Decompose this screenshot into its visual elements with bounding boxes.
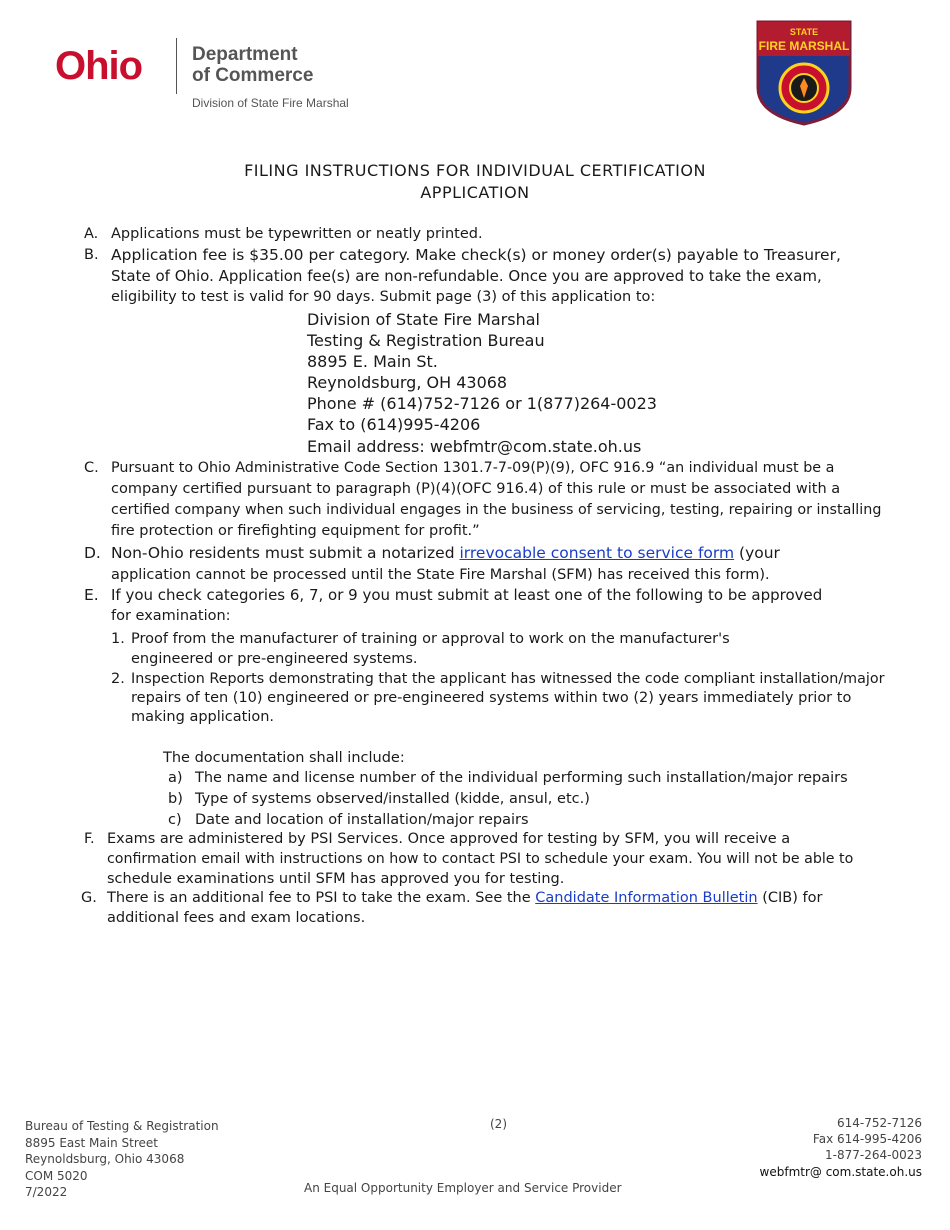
documentation-b-text: Type of systems observed/installed (kidde, ansul, etc.) xyxy=(195,791,590,807)
item-a-text: Applications must be typewritten or neatly printed. xyxy=(111,226,483,242)
item-c-line-2: company certified pursuant to paragraph (P)(4)(OFC 916.4) of this rule or must be associated with a xyxy=(111,481,841,497)
item-e-1-line-1: Proof from the manufacturer of training or approval to work on the manufacturer's xyxy=(131,631,730,647)
footer-fax: Fax 614-995-4206 xyxy=(812,1132,922,1146)
documentation-a-text: The name and license number of the individual performing such installation/major repairs xyxy=(195,770,848,786)
item-e-2-line-3: making application. xyxy=(131,709,275,725)
item-c-letter: C. xyxy=(84,460,99,476)
document-title-line-2: APPLICATION xyxy=(420,183,530,202)
item-f-line-3: schedule examinations until SFM has approved you for testing. xyxy=(107,871,565,887)
item-g-line-2: additional fees and exam locations. xyxy=(107,910,366,926)
item-e-1-number: 1. xyxy=(111,631,125,647)
documentation-a-mark: a) xyxy=(168,770,183,786)
item-d-text: Non-Ohio residents must submit a notarized xyxy=(111,544,460,562)
footer-left-line: 8895 East Main Street xyxy=(25,1136,158,1150)
address-line: 8895 E. Main St. xyxy=(307,352,438,371)
address-line: Reynoldsburg, OH 43068 xyxy=(307,373,508,392)
item-g-text: There is an additional fee to PSI to take the exam. See the xyxy=(107,890,536,906)
item-d-letter: D. xyxy=(84,544,101,562)
footer-tollfree: 1-877-264-0023 xyxy=(825,1148,922,1162)
item-e-1-line-2: engineered or pre-engineered systems. xyxy=(131,651,418,667)
item-b-line-3: eligibility to test is valid for 90 days. Submit page (3) of this application to: xyxy=(111,289,656,305)
department-line-1: Department xyxy=(192,44,298,65)
item-b-line-1: Application fee is $35.00 per category. Make check(s) or money order(s) payable to Treasurer, xyxy=(111,246,841,264)
ohio-logo-wordmark: Ohio xyxy=(55,44,143,88)
document-title-line-1: FILING INSTRUCTIONS FOR INDIVIDUAL CERTIFICATION xyxy=(244,161,706,180)
item-b-letter: B. xyxy=(84,247,99,263)
irrevocable-consent-link[interactable]: irrevocable consent to service form xyxy=(459,544,735,562)
documentation-b-mark: b) xyxy=(168,791,183,807)
item-d-line-1 xyxy=(111,543,780,564)
item-c-line-1: Pursuant to Ohio Administrative Code Section 1301.7-7-09(P)(9), OFC 916.9 “an individual must be a xyxy=(111,460,835,476)
svg-text:STATE: STATE xyxy=(789,27,819,37)
item-g-text-tail: (CIB) for xyxy=(757,890,823,906)
address-line: Fax to (614)995-4206 xyxy=(307,415,481,434)
item-f-letter: F. xyxy=(84,831,95,847)
logo-divider xyxy=(176,38,177,94)
item-e-letter: E. xyxy=(84,586,99,604)
item-c-line-3: certified company when such individual engages in the business of servicing, testing, repairing or installing xyxy=(111,502,882,518)
footer-email: webfmtr@ com.state.oh.us xyxy=(759,1165,922,1179)
item-e-line-2: for examination: xyxy=(111,608,231,624)
footer-left-line: Reynoldsburg, Ohio 43068 xyxy=(25,1152,185,1166)
item-a-letter: A. xyxy=(84,226,99,242)
item-g-line-1 xyxy=(107,888,822,909)
item-d-line-2: application cannot be processed until the State Fire Marshal (SFM) has received this form). xyxy=(111,567,770,583)
division-name: Division of State Fire Marshal xyxy=(192,96,349,110)
address-email-line: Email address: webfmtr@com.state.oh.us xyxy=(307,437,642,456)
item-f-line-2: confirmation email with instructions on how to contact PSI to schedule your exam. You will not be able to xyxy=(107,851,854,867)
item-f-line-1: Exams are administered by PSI Services. Once approved for testing by SFM, you will receive a xyxy=(107,831,791,847)
address-line: Division of State Fire Marshal xyxy=(307,310,540,329)
item-e-2-line-2: repairs of ten (10) engineered or pre-engineered systems within two (2) years immediately prior to xyxy=(131,690,852,706)
address-line: Phone # (614)752-7126 or 1(877)264-0023 xyxy=(307,394,657,413)
documentation-c-text: Date and location of installation/major repairs xyxy=(195,812,529,828)
item-c-line-4: fire protection or firefighting equipment for profit.” xyxy=(111,523,480,539)
page-number: (2) xyxy=(490,1117,507,1131)
documentation-c-mark: c) xyxy=(168,812,182,828)
item-e-2-number: 2. xyxy=(111,671,125,687)
department-line-2: of Commerce xyxy=(192,65,314,86)
item-d-text-tail: (your xyxy=(734,544,780,562)
footer-left-line: 7/2022 xyxy=(25,1185,68,1199)
fire-marshal-badge-icon xyxy=(752,18,856,126)
svg-text:FIRE MARSHAL: FIRE MARSHAL xyxy=(758,39,850,53)
address-line: Testing & Registration Bureau xyxy=(307,331,545,350)
candidate-information-bulletin-link[interactable]: Candidate Information Bulletin xyxy=(535,890,758,906)
item-e-line-1: If you check categories 6, 7, or 9 you must submit at least one of the following to be approved xyxy=(111,586,823,604)
footer-equal-opportunity: An Equal Opportunity Employer and Service Provider xyxy=(304,1181,622,1195)
item-e-2-line-1: Inspection Reports demonstrating that the applicant has witnessed the code compliant installation/major xyxy=(131,671,885,687)
footer-left-line: COM 5020 xyxy=(25,1169,88,1183)
footer-left-line: Bureau of Testing & Registration xyxy=(25,1119,219,1133)
item-b-line-2: State of Ohio. Application fee(s) are non-refundable. Once you are approved to take the exam, xyxy=(111,267,822,285)
item-g-letter: G. xyxy=(81,890,97,906)
documentation-intro: The documentation shall include: xyxy=(163,750,405,766)
footer-phone: 614-752-7126 xyxy=(836,1116,922,1130)
